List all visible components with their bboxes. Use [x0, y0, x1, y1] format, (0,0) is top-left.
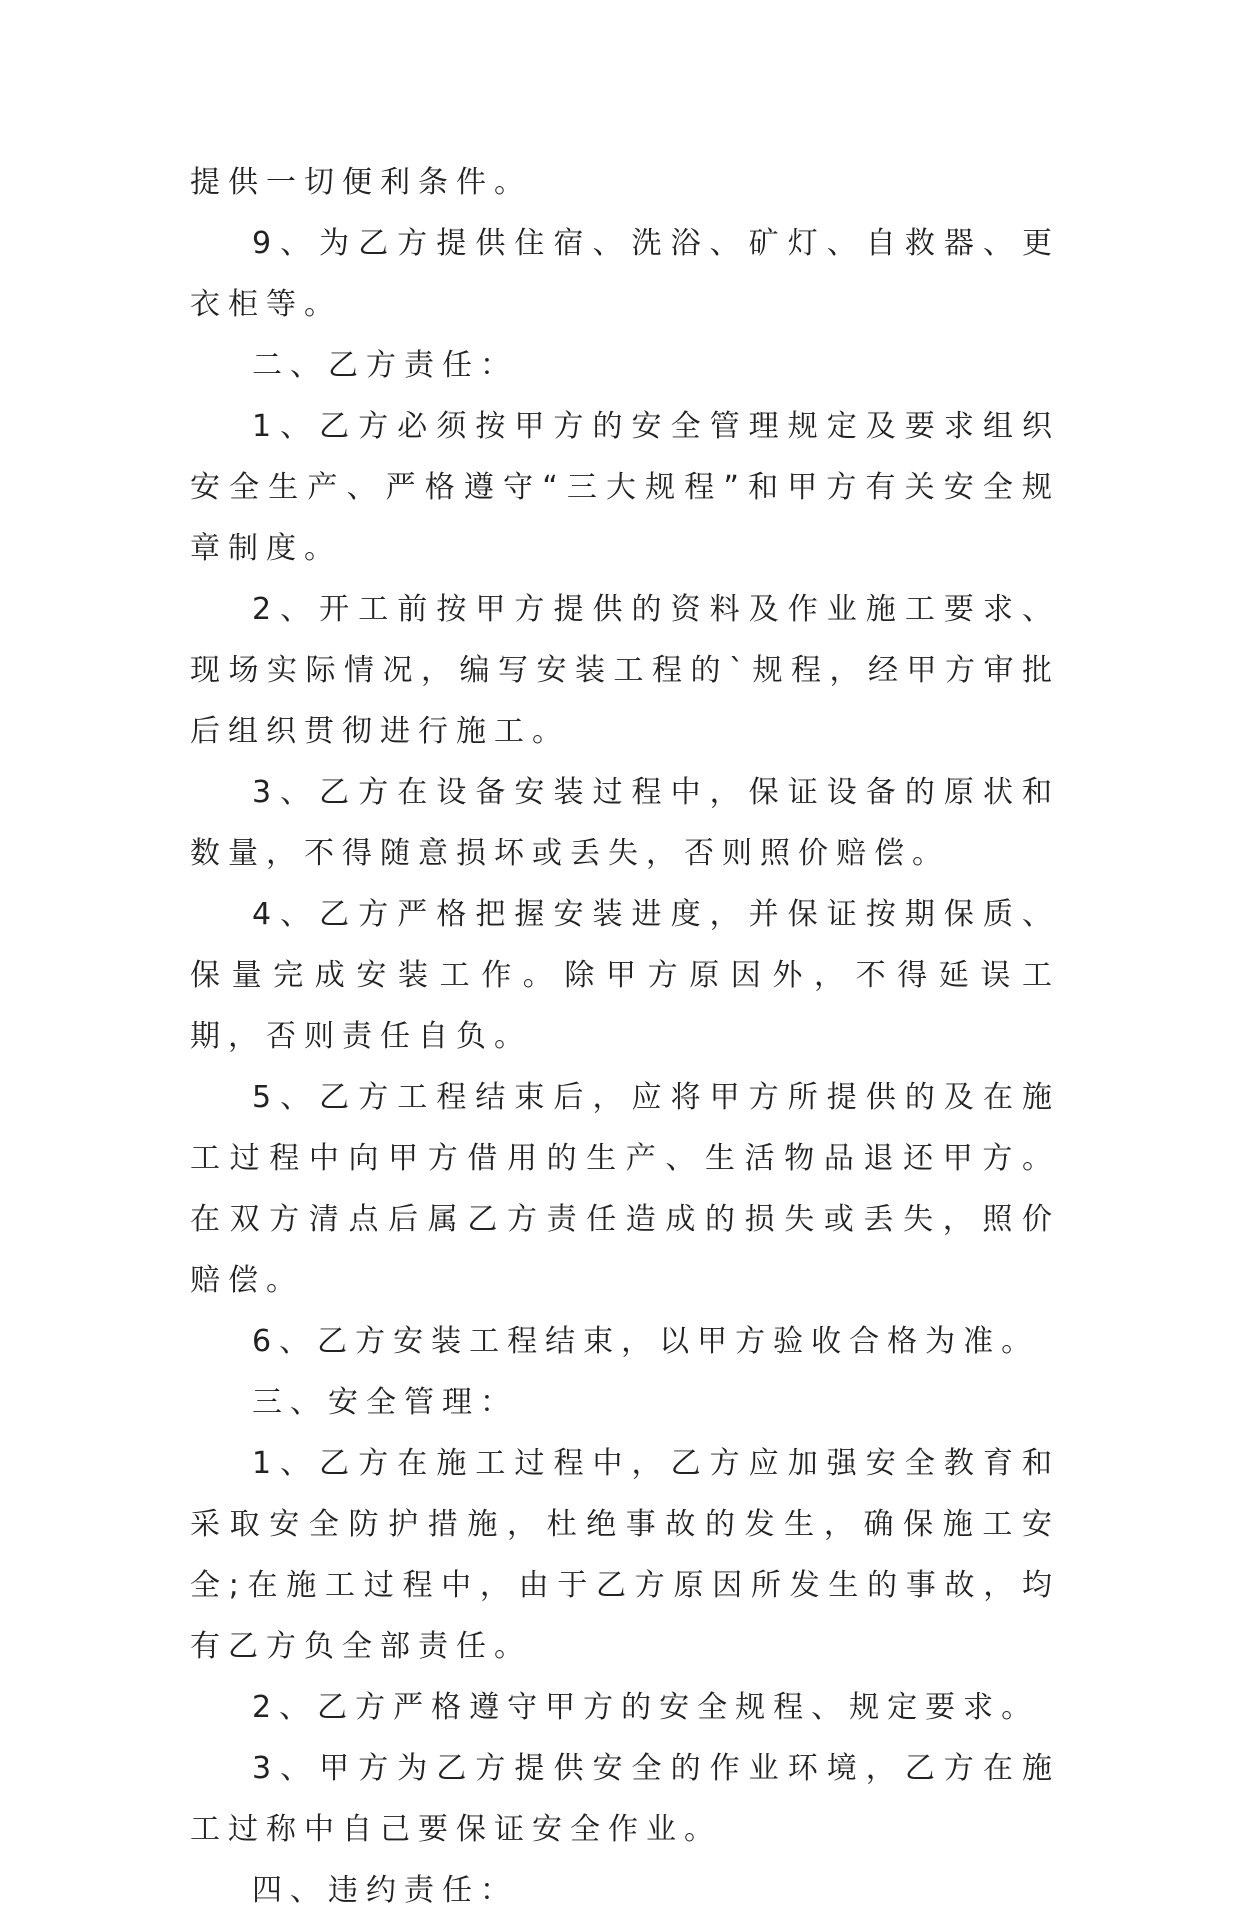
paragraph-9: 6、乙方安装工程结束，以甲方验收合格为准。 [252, 1324, 1040, 1359]
paragraph-1: 提供一切便利条件。 [190, 165, 532, 200]
section-heading-2: 二、乙方责任： [252, 348, 518, 383]
paragraph-8: 5、乙方工程结束后，应将甲方所提供的及在施工过程中向甲方借用的生产、生活物品退还甲方。在双方清点后属乙方责任造成的损失或丢失，照价赔偿。 [190, 1080, 1060, 1298]
document-body [190, 152, 1060, 1921]
paragraph-5: 2、开工前按甲方提供的资料及作业施工要求、现场实际情况，编写安装工程的`规程，经甲方审批后组织贯彻进行施工。 [190, 592, 1060, 749]
paragraph-4: 1、乙方必须按甲方的安全管理规定及要求组织安全生产、严格遵守“三大规程”和甲方有关安全规章制度。 [190, 409, 1060, 566]
paragraph-12: 2、乙方严格遵守甲方的安全规程、规定要求。 [252, 1690, 1040, 1725]
paragraph-2: 9、为乙方提供住宿、洗浴、矿灯、自救器、更衣柜等。 [190, 226, 1060, 322]
paragraph-11: 1、乙方在施工过程中，乙方应加强安全教育和采取安全防护措施，杜绝事故的发生，确保施工安全;在施工过程中，由于乙方原因所发生的事故，均有乙方负全部责任。 [190, 1446, 1060, 1664]
paragraph-7: 4、乙方严格把握安装进度，并保证按期保质、保量完成安装工作。除甲方原因外，不得延误工期，否则责任自负。 [190, 897, 1060, 1054]
section-heading-3: 三、安全管理： [252, 1385, 518, 1420]
paragraph-6: 3、乙方在设备安装过程中，保证设备的原状和数量，不得随意损坏或丢失，否则照价赔偿。 [190, 775, 1060, 871]
section-heading-4: 四、违约责任： [252, 1873, 518, 1908]
paragraph-13: 3、甲方为乙方提供安全的作业环境，乙方在施工过称中自己要保证安全作业。 [190, 1751, 1060, 1847]
